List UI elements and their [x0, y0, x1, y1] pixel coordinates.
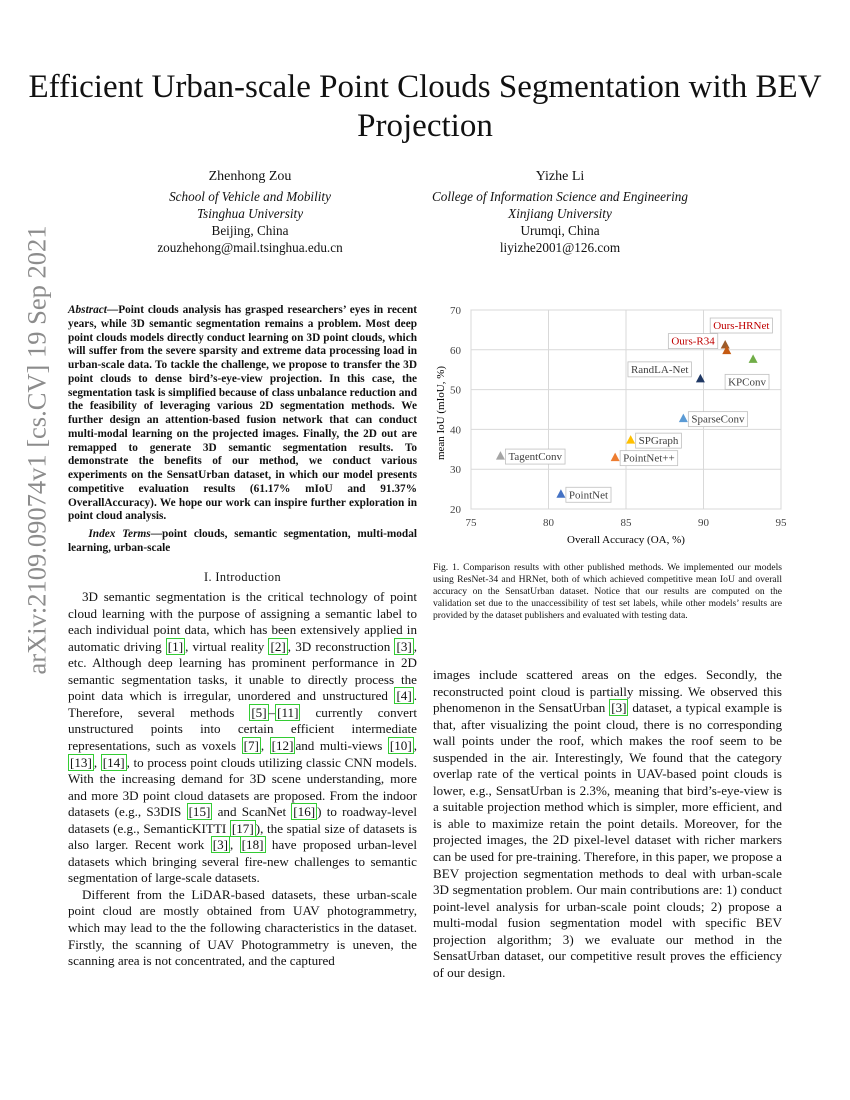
citation-link[interactable]: [18] [241, 837, 264, 853]
author-univ: Tsinghua University [196, 206, 304, 221]
citation-link[interactable]: [3] [396, 638, 412, 654]
author-block [390, 168, 730, 256]
x-axis-label: Overall Accuracy (OA, %) [567, 534, 685, 546]
citation-link[interactable]: [2] [270, 638, 286, 654]
index-terms-label: Index Terms [88, 528, 151, 540]
citation-link[interactable]: [5] [251, 704, 267, 720]
citation-link[interactable]: [16] [293, 804, 316, 820]
data-point-label-text: RandLA-Net [630, 363, 689, 376]
data-point-label-text: PointNet [568, 489, 609, 502]
data-point-marker [496, 451, 505, 460]
data-point-marker [679, 414, 688, 423]
index-terms [68, 528, 417, 556]
data-point-label-text: KPConv [728, 376, 767, 389]
citation-link[interactable]: [7] [243, 737, 259, 753]
citation-link[interactable]: [10] [389, 737, 412, 753]
data-point-marker [626, 435, 635, 444]
x-tick-label: 95 [775, 517, 787, 529]
y-tick-label: 60 [450, 344, 461, 357]
data-point-label [628, 362, 691, 377]
index-terms-text: —point clouds, semantic segmentation, multi-modal learning, urban-scale [68, 528, 417, 554]
data-point-label-text: TagentConv [508, 451, 563, 464]
data-point-label-text: Ours-HRNet [713, 320, 770, 333]
abstract [68, 304, 417, 524]
y-tick-label: 40 [450, 424, 461, 437]
data-point-label [566, 487, 611, 502]
data-point-label [688, 412, 747, 427]
data-point-label-text: Ours-R34 [671, 335, 715, 348]
citation-link[interactable]: [3] [611, 700, 627, 716]
author-city: Urumqi, China [520, 223, 600, 238]
data-point-marker [721, 340, 730, 349]
figure-1-chart [432, 300, 792, 550]
x-tick-label: 75 [465, 517, 477, 529]
x-tick-label: 80 [543, 517, 554, 529]
data-point-label-text: SparseConv [691, 413, 745, 426]
paper-title: Efficient Urban-scale Point Clouds Segmentation with BEV Projection [28, 69, 822, 144]
y-axis-label: mean IoU (mIoU, %) [435, 365, 447, 461]
citation-link[interactable]: [4] [396, 688, 412, 704]
citation-link[interactable]: [17] [231, 820, 254, 836]
data-point-label-text: PointNet++ [623, 452, 675, 465]
author-city: Beijing, China [211, 223, 289, 238]
author-block [80, 168, 420, 256]
abstract-text: —Point clouds analysis has grasped researchers’ eyes in recent years, while 3D semantic segmentation remains a problem. Most deep point clouds models directly conduct learning on 3D point clouds, which will suffer from the severe sparsity and extreme data processing load in urban-scale data. To tackle the challenge, we propose to transfer the 3D point clouds to dense bird’s-eye-view projection. In this case, the segmentation task is simplified because of class unbalance reduction and the feasibility of leveraging various 2D segmentation methods. We further design an attention-based fusion network that can conduct multi-modal learning on the projected images. Finally, the 2D out are remapped to generate 3D semantic segmentation results. To demonstrate the benefits of our method, we conduct various experiments on the SensatUrban dataset, in which our model presents competitive evaluation results (61.17% mIoU and 91.37% OverallAccuracy). We hope our work can inspire further exploration in point cloud analysis. [68, 304, 417, 523]
author-name: Yizhe Li [535, 169, 585, 184]
author-email: zouzhehong@mail.tsinghua.edu.cn [157, 240, 343, 255]
x-tick-label: 85 [620, 517, 632, 529]
data-point-marker [749, 354, 758, 363]
intro-paragraph-1: 3D semantic segmentation is the critical technology of point cloud learning with the purpose of assigning a semantic label to each individual point data, which has been extensively applied in automatic driving [1] , virtual reality [2] , 3D reconstruction [3] , etc. Although deep learning has prominent performance in 2D semantic segmentation tasks, it unable to directly process the point data which is irregular, unordered and unstructured [4] . Therefore, several methods [5] – [11] currently convert unstructured points into certain efficient intermediate representations, such as voxels [7] , [12] and multi-views [10] , [13] , [14] , to process point clouds utilizing classic CNN models. With the increasing demand for 3D scene understanding, more and more 3D point cloud datasets are proposed. From the indoor datasets (e.g., S3DIS [15] and ScanNet [16] ) to roadway-level datasets (e.g., SemanticKITTI [17] ), the spatial size of datasets is also larger. Recent work [3] , [18] have proposed urban-level datasets which bringing several fire-new challenges to semantic segmentation of large-scale datasets. [68, 589, 418, 886]
citation-link[interactable]: [13] [70, 754, 92, 770]
abstract-label: Abstract [68, 304, 107, 316]
data-point-label [620, 451, 678, 466]
y-tick-label: 30 [450, 464, 461, 477]
data-point-label [636, 433, 682, 448]
x-tick-label: 90 [698, 517, 709, 529]
intro-paragraph-2: Different from the LiDAR-based datasets, these urban-scale point cloud are mostly obtained from UAV photogrammetry, which may lead to the the following characteristics in the dataset. Firstly, the scanning of UAV Photogrammetry is uneven, the scanning area is not concentrated, and the captured [68, 886, 417, 969]
author-dept: College of Information Science and Engineering [431, 189, 688, 204]
citation-link[interactable]: [12] [271, 737, 294, 753]
right-column [433, 667, 782, 981]
right-paragraph: images include scattered areas on the edges. Secondly, the reconstructed point cloud is partially missing. We observed this phenomenon in the SensatUrban [3] dataset, a typical example is that, after visualizing the point cloud, there is no corresponding wall points under the roof, which makes the roof seem to be suspended in the air. Interestingly, We found that the category overlap rate of the vertical points in UAV-based point clouds is lower, e.g., SensatUrban is 2.3%, meaning that bird’s-eye-view is a suitable projection method which is simpler, more efficient, and is able to maximize retain the point details. Moreover, for the projected images, the 2D pixel-level dataset with richer markers can be used for pre-training. Therefore, in this paper, we propose a BEV projection segmentation methods to deal with urban-scale 3D segmentation problem. Our main contributions are: 1) conduct point-level analysis for urban-scale point clouds; 2) propose a multi-modal fusion segmentation model with specific BEV projection algorithm; 3) we evaluate our method in the SensatUrban dataset, our competitive result proves the efficiency of our design. [433, 667, 782, 980]
data-point-label-text: SPGraph [638, 435, 679, 448]
left-column [68, 304, 417, 970]
y-tick-label: 50 [450, 384, 461, 397]
author-name: Zhenhong Zou [208, 169, 292, 184]
author-dept: School of Vehicle and Mobility [169, 189, 331, 204]
data-point-marker [556, 489, 565, 498]
author-univ: Xinjiang University [508, 206, 612, 221]
citation-link[interactable]: [1] [167, 638, 184, 654]
section-heading: I. Introduction [203, 569, 282, 584]
data-point-label [668, 334, 717, 349]
citation-link[interactable]: [15] [188, 804, 211, 820]
data-point-marker [611, 453, 620, 462]
arxiv-identifier-text: arXiv:2109.09074v1 [cs.CV] 19 Sep 2021 [21, 225, 52, 675]
citation-link[interactable]: [11] [277, 704, 299, 720]
data-point-label [505, 449, 565, 464]
y-tick-label: 70 [450, 305, 461, 317]
data-point-label [710, 318, 772, 333]
author-email: liyizhe2001@126.com [499, 240, 621, 255]
citation-link[interactable]: [3] [212, 837, 229, 853]
figure-caption: Fig. 1. Comparison results with other published methods. We implemented our models using ResNet-34 and HRNet, both of which achieved competitive mean IoU and overall accuracy on the SensatUrban dataset. Notice that our results are computed on the validation set due to the unaccessibility of test set labels, while other models’ results are provided by the dataset publishers and evaluated with testing data. [433, 562, 782, 621]
y-tick-label: 20 [450, 504, 461, 516]
data-point-label [725, 374, 769, 389]
citation-link[interactable]: [14] [102, 754, 125, 770]
